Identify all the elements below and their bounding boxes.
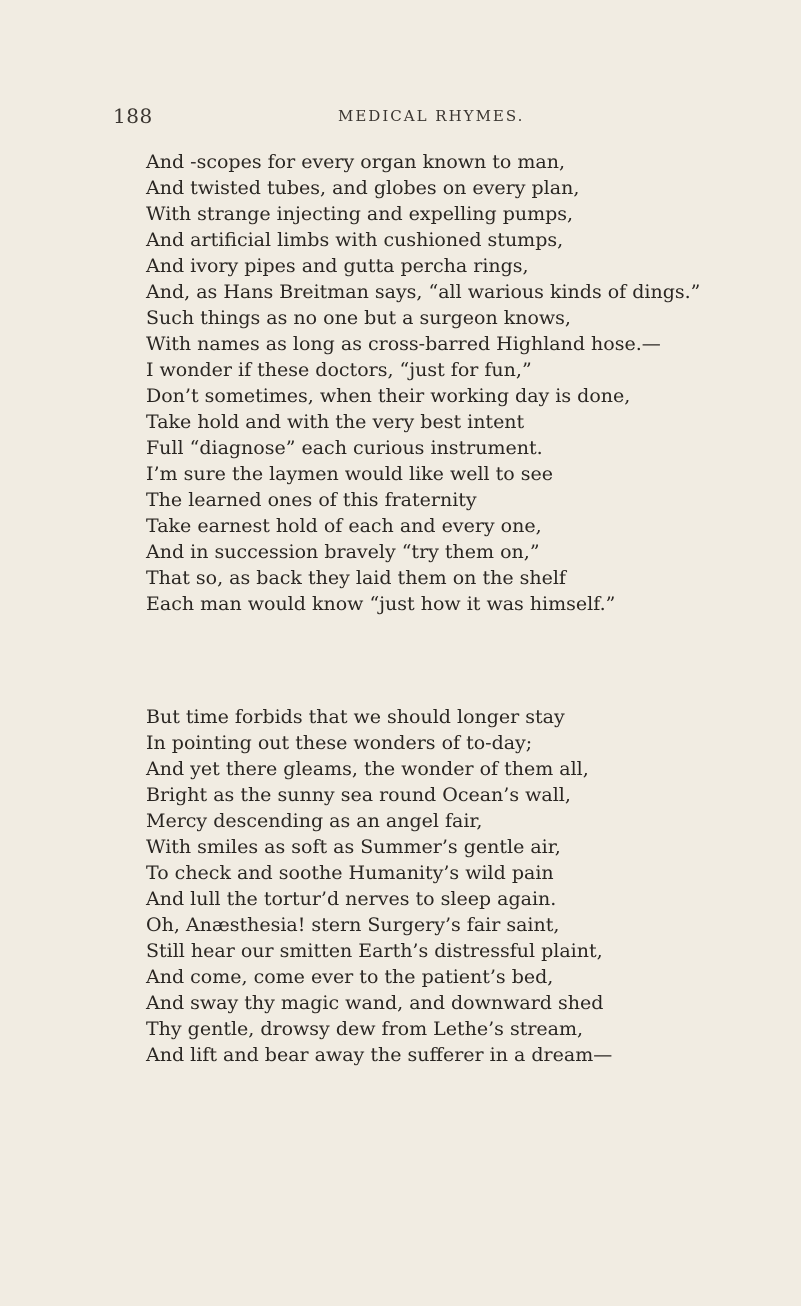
poem-line: Mercy descending as an angel fair,	[146, 810, 483, 832]
poem-line: Oh, Anæsthesia! stern Surgery’s fair saint,	[146, 914, 560, 936]
poem-line: And artificial limbs with cushioned stumps,	[146, 229, 564, 251]
poem-line: And lull the tortur’d nerves to sleep again.	[146, 888, 557, 910]
poem-line: Each man would know “just how it was himself.”	[146, 593, 616, 615]
poem-line: To check and soothe Humanity’s wild pain	[146, 862, 554, 884]
poem-line: And sway thy magic wand, and downward shed	[146, 992, 604, 1014]
page-header	[0, 100, 801, 130]
poem-line: Take earnest hold of each and every one,	[146, 515, 542, 537]
poem-line: And twisted tubes, and globes on every plan,	[146, 177, 580, 199]
poem-line: Don’t sometimes, when their working day is done,	[146, 385, 631, 407]
poem-stanza-1	[146, 149, 796, 617]
poem-line: Thy gentle, drowsy dew from Lethe’s stream,	[146, 1018, 584, 1040]
poem-line: I’m sure the laymen would like well to see	[146, 463, 554, 485]
poem-line: Bright as the sunny sea round Ocean’s wall,	[146, 784, 571, 806]
poem-line: Full “diagnose” each curious instrument.	[146, 437, 543, 459]
poem-line: Take hold and with the very best intent	[146, 411, 525, 433]
running-head: MEDICAL RHYMES.	[338, 107, 525, 125]
poem-line: And yet there gleams, the wonder of them all,	[146, 758, 589, 780]
poem-line: I wonder if these doctors, “just for fun,”	[146, 359, 532, 381]
poem-line: With smiles as soft as Summer’s gentle air,	[146, 836, 561, 858]
poem-line: With strange injecting and expelling pumps,	[146, 203, 574, 225]
poem-stanza-2	[146, 704, 796, 1068]
poem-line: And -scopes for every organ known to man,	[146, 151, 566, 173]
page-number: 188	[113, 104, 153, 128]
poem-line: That so, as back they laid them on the shelf	[146, 567, 566, 589]
poem-line: Such things as no one but a surgeon knows,	[146, 307, 571, 329]
poem-line: And lift and bear away the sufferer in a dream—	[146, 1044, 613, 1066]
poem-line: Still hear our smitten Earth’s distressful plaint,	[146, 940, 603, 962]
poem-line: With names as long as cross-barred Highland hose.—	[146, 333, 661, 355]
poem-line: And, as Hans Breitman says, “all warious kinds of dings.”	[146, 281, 701, 303]
poem-line: And ivory pipes and gutta percha rings,	[146, 255, 529, 277]
poem-line: And in succession bravely “try them on,”	[146, 541, 540, 563]
poem-line: The learned ones of this fraternity	[146, 489, 477, 511]
poem-line: In pointing out these wonders of to-day;	[146, 732, 533, 754]
poem-line: And come, come ever to the patient’s bed,	[146, 966, 554, 988]
poem-line: But time forbids that we should longer stay	[146, 706, 565, 728]
